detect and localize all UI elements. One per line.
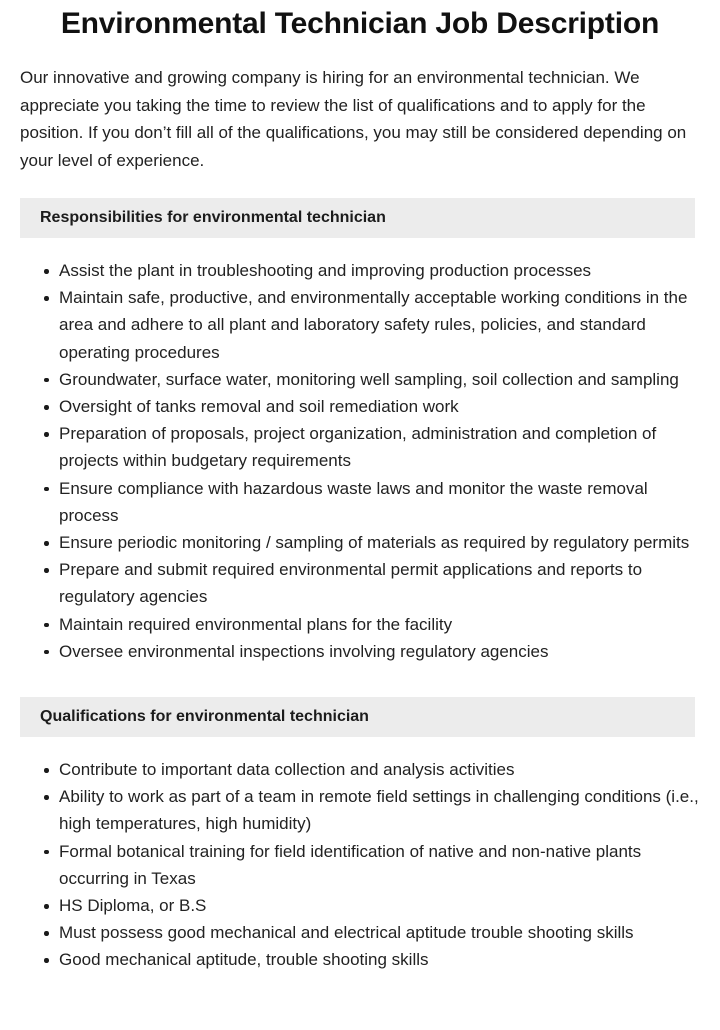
- list-item: [20, 638, 700, 665]
- section-header-responsibilities: Responsibilities for environmental technician: [20, 198, 695, 238]
- list-item-text: Must possess good mechanical and electrical aptitude trouble shooting skills: [59, 923, 634, 943]
- list-item-text: Groundwater, surface water, monitoring well sampling, soil collection and sampling: [59, 369, 679, 389]
- list-item: [20, 919, 700, 946]
- list-item: [20, 946, 700, 973]
- list-item-text: Contribute to important data collection and analysis activities: [59, 760, 515, 780]
- list-item: [20, 475, 700, 529]
- list-item-text: Preparation of proposals, project organization, administration and completion of projects within budgetary requirements: [59, 424, 657, 471]
- list-item: [20, 756, 700, 783]
- section-header-qualifications: Qualifications for environmental technician: [20, 697, 695, 737]
- list-item-text: Ensure periodic monitoring / sampling of materials as required by regulatory permits: [59, 533, 690, 553]
- list-item: [20, 284, 700, 366]
- list-item: [20, 257, 700, 284]
- list-item: [20, 611, 700, 638]
- list-item-text: Oversee environmental inspections involving regulatory agencies: [59, 641, 549, 661]
- list-item-text: Maintain safe, productive, and environmentally acceptable working conditions in the area and adhere to all plant and laboratory safety rules, policies, and standard operating procedures: [59, 288, 688, 362]
- list-item: [20, 529, 700, 556]
- page-title: Environmental Technician Job Description: [60, 7, 660, 40]
- list-item-text: Ensure compliance with hazardous waste laws and monitor the waste removal process: [59, 478, 648, 525]
- list-item: [20, 838, 700, 892]
- list-item: [20, 393, 700, 420]
- list-item: [20, 556, 700, 610]
- responsibilities-list: [0, 238, 720, 665]
- list-item-text: Assist the plant in troubleshooting and improving production processes: [59, 261, 592, 280]
- list-item-text: HS Diploma, or B.S: [59, 896, 207, 916]
- list-item-text: Prepare and submit required environmental permit applications and reports to regulatory agencies: [59, 560, 643, 607]
- list-item: [20, 366, 700, 393]
- list-item-text: Formal botanical training for field identification of native and non-native plants occurring in Texas: [59, 841, 642, 888]
- qualifications-list: [0, 737, 720, 974]
- list-item-text: Ability to work as part of a team in remote field settings in challenging conditions (i.e., high temperatures, high humidity): [59, 787, 699, 834]
- list-item: [20, 783, 700, 837]
- list-item-text: Maintain required environmental plans for the facility: [59, 614, 453, 634]
- list-item: [20, 420, 700, 474]
- list-item-text: Oversight of tanks removal and soil remediation work: [59, 397, 459, 417]
- intro-paragraph: Our innovative and growing company is hiring for an environmental technician. We appreciate you taking the time to review the list of qualifications and to apply for the position. If you don’t fill all of the qualifications, you may still be considered depending on your level of experience.: [20, 68, 687, 170]
- list-item-text: Good mechanical aptitude, trouble shooting skills: [59, 950, 429, 970]
- list-item: [20, 892, 700, 919]
